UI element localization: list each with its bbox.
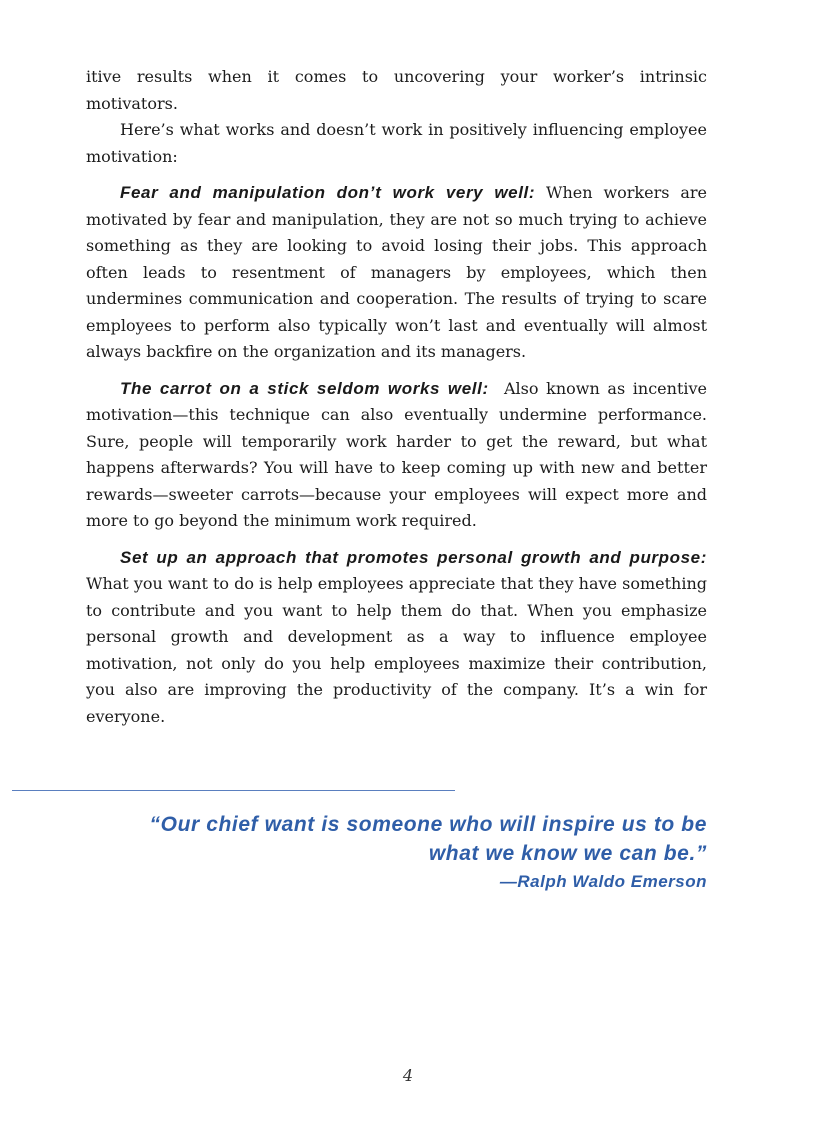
section-fear-manipulation <box>86 180 707 366</box>
section-text: Also known as incentive motivation—this technique can also eventually undermine performance. Sure, people will temporarily work harder to get the reward, but what happens afterwards? You will have to keep coming up with new and better rewards—sweeter carrots—because your employees will expect more and more to go beyond the minimum work required. <box>86 378 707 530</box>
divider-rule <box>12 790 455 791</box>
intro-paragraph: Here’s what works and doesn’t work in positively influencing employee motivation: <box>86 120 707 166</box>
section-text: When workers are motivated by fear and manipulation, they are not so much trying to achieve something as they are looking to avoid losing their jobs. This approach often leads to resentment of managers by employees, which then undermines communication and cooperation. The results of trying to scare employees to perform also typically won’t last and eventually will almost always backfire on the organization and its managers. <box>86 183 707 361</box>
quote-line-2: what we know we can be.” <box>428 842 707 865</box>
section-personal-growth <box>86 545 707 731</box>
quote-line-1: “Our chief want is someone who will inspire us to be <box>149 813 707 836</box>
intro-continuation-paragraph: itive results when it comes to uncovering your worker’s intrinsic motivators. <box>86 67 707 113</box>
body-text <box>86 64 707 730</box>
page-number: 4 <box>402 1066 414 1085</box>
section-carrot-stick <box>86 376 707 535</box>
quote-attribution: —Ralph Waldo Emerson <box>499 872 707 891</box>
section-lead: Fear and manipulation don’t work very well: <box>120 183 536 202</box>
section-lead: The carrot on a stick seldom works well: <box>120 378 489 398</box>
section-lead: Set up an approach that promotes personal growth and purpose: <box>120 547 707 567</box>
section-text: What you want to do is help employees appreciate that they have something to contribute and you want to help them do that. When you emphasize personal growth and development as a way to influence employee motivation, not only do you help employees maximize their contribution, you also are improving the productivity of the company. It’s a win for everyone. <box>86 574 707 726</box>
pull-quote <box>147 810 707 868</box>
